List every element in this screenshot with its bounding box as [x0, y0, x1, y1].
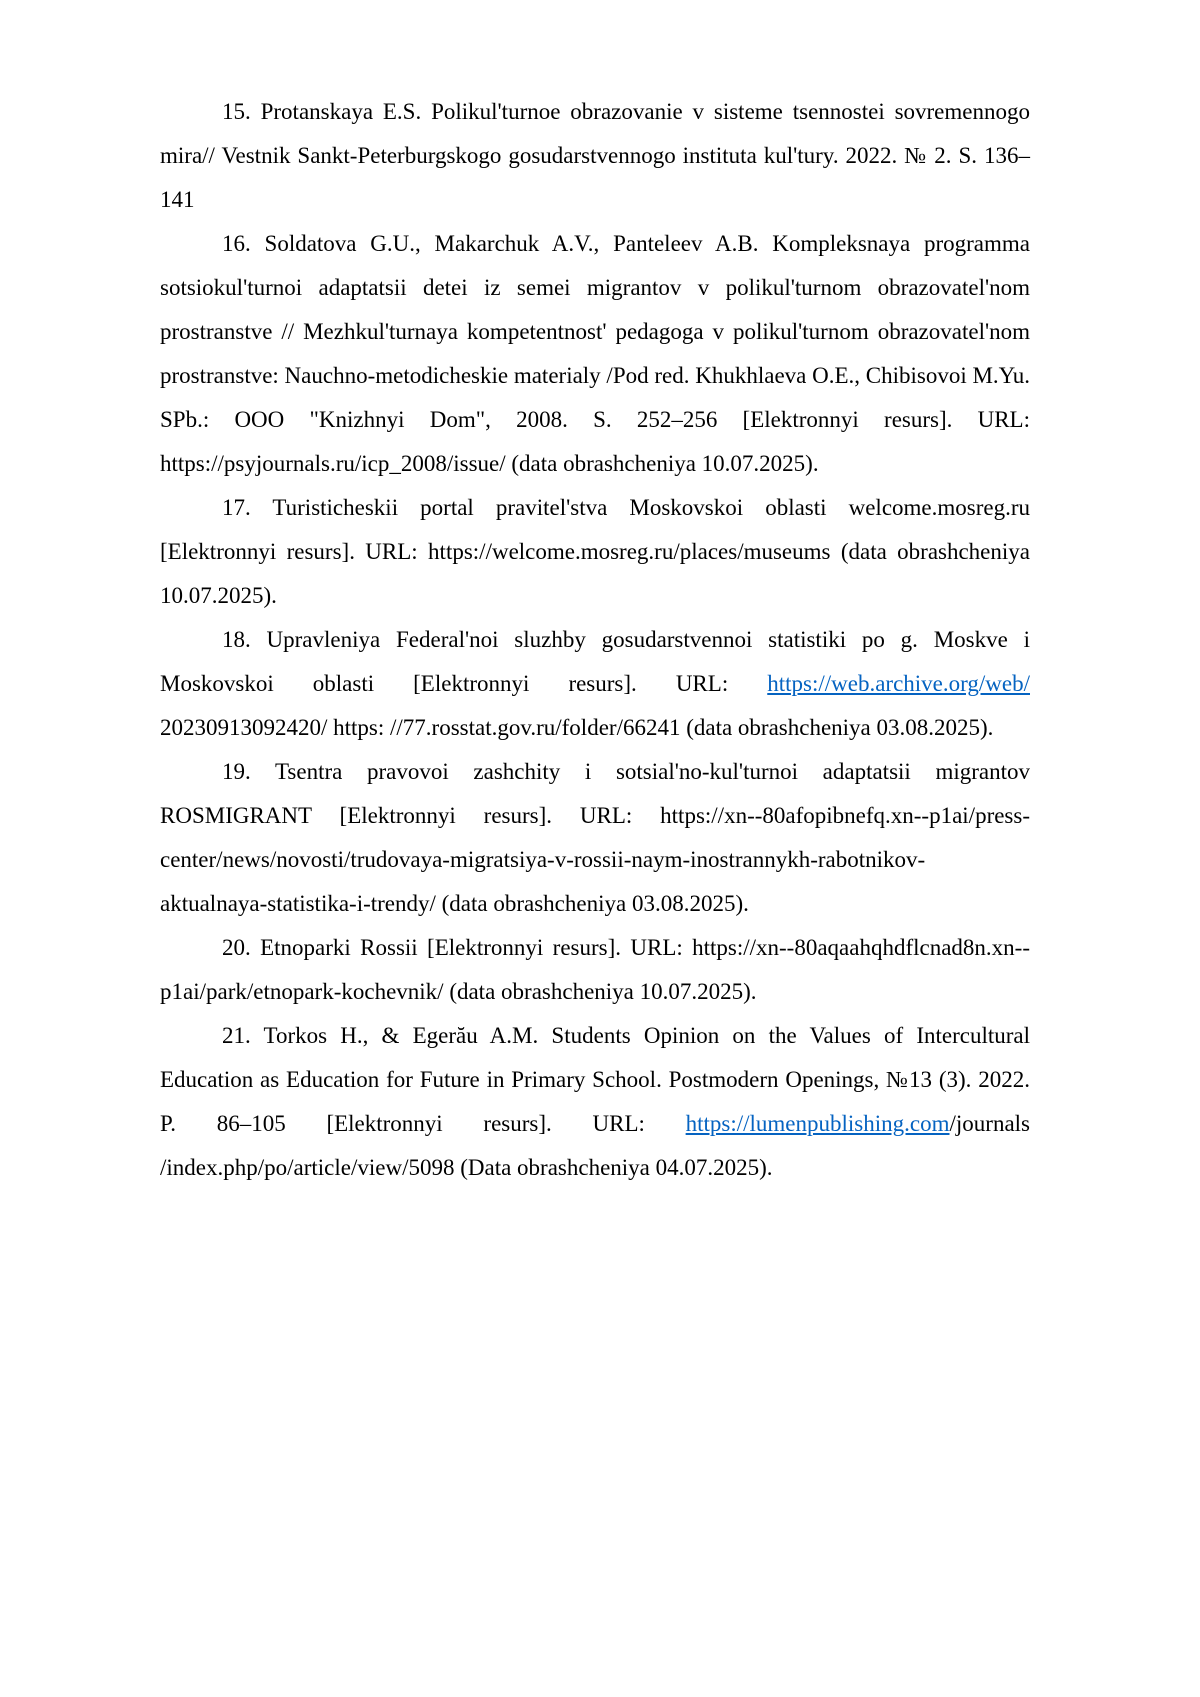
reference-item [160, 750, 1030, 926]
reference-item [160, 618, 1030, 750]
reference-text: 19. Tsentra pravovoi zashchity i sotsial'no-kul'turnoi adaptatsii migrantov ROSMIGRANT [Elektronnyi resurs]. URL: https://xn--80afopibnefq.xn--p1ai/press-center/news/novosti/trudovaya-migratsiya-v-rossii-naym-inostrannykh-rabotnikov-aktualnaya-statistika-i-trendy/ (data obrashcheniya 03.08.2025). [160, 759, 1030, 916]
reference-item [160, 486, 1030, 618]
references-list [160, 90, 1030, 1190]
hyperlink[interactable]: https://lumenpublishing.com [685, 1111, 950, 1136]
hyperlink[interactable]: https://web.archive.org/web/ [767, 671, 1030, 696]
reference-item [160, 1014, 1030, 1190]
reference-text: 16. Soldatova G.U., Makarchuk A.V., Panteleev A.B. Kompleksnaya programma sotsiokul'turnoi adaptatsii detei iz semei migrantov v polikul'turnom obrazovatel'nom prostranstve // Mezhkul'turnaya kompetentnost' pedagoga v polikul'turnom obrazovatel'nom prostranstve: Nauchno-metodicheskie materialy /Pod red. Khukhlaeva O.E., Chibisovoi M.Yu. SPb.: OOO "Knizhnyi Dom", 2008. S. 252–256 [Elektronnyi resurs]. URL: https://psyjournals.ru/icp_2008/issue/ (data obrashcheniya 10.07.2025). [160, 231, 1030, 476]
reference-item [160, 222, 1030, 486]
reference-text: /journals /index.php/po/article/view/5098 (Data obrashcheniya 04.07.2025). [160, 1111, 1030, 1180]
reference-item [160, 926, 1030, 1014]
reference-text: 17. Turisticheskii portal pravitel'stva Moskovskoi oblasti welcome.mosreg.ru [Elektronnyi resurs]. URL: https://welcome.mosreg.ru/places/museums (data obrashcheniya 10.07.2025). [160, 495, 1030, 608]
reference-text: 15. Protanskaya E.S. Polikul'turnoe obrazovanie v sisteme tsennostei sovremennogo mira// Vestnik Sankt-Peterburgskogo gosudarstvennogo instituta kul'tury. 2022. № 2. S. 136–141 [160, 99, 1030, 212]
reference-text: 18. Upravleniya Federal'noi sluzhby gosudarstvennoi statistiki po g. Moskve i Moskovskoi oblasti [Elektronnyi resurs]. URL: [160, 627, 1030, 696]
reference-text: 21. Torkos H., & Egerău A.M. Students Opinion on the Values of Intercultural Education as Education for Future in Primary School. Postmodern Openings, №13 (3). 2022. P. 86–105 [Elektronnyi resurs]. URL: [160, 1023, 1030, 1136]
reference-text: 20230913092420/ https: //77.rosstat.gov.ru/folder/66241 (data obrashcheniya 03.08.2025). [160, 715, 994, 740]
reference-text: 20. Etnoparki Rossii [Elektronnyi resurs]. URL: https://xn--80aqaahqhdflcnad8n.xn--p1ai/park/etnopark-kochevnik/ (data obrashcheniya 10.07.2025). [160, 935, 1030, 1004]
reference-item [160, 90, 1030, 222]
